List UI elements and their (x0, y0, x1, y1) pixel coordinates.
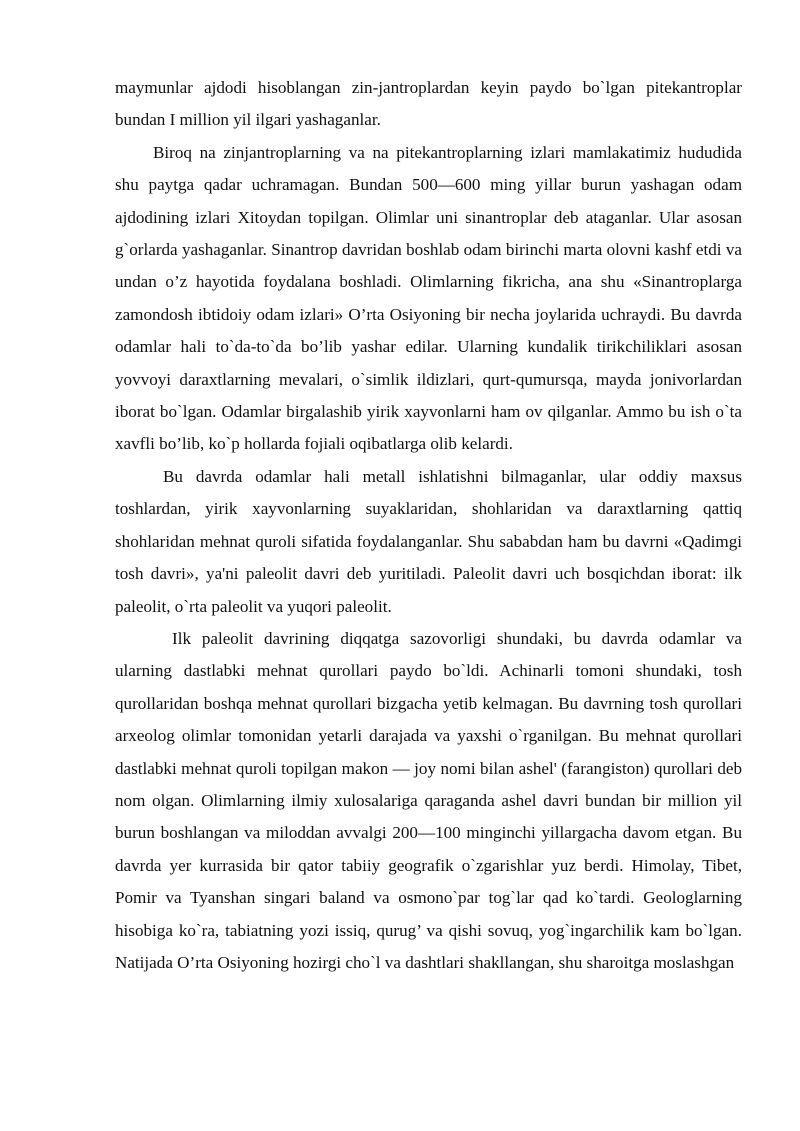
paragraph-4: Ilk paleolit davrining diqqatga sazovorligi shundaki, bu davrda odamlar va ularning dastlabki mehnat qurollari paydo bo`ldi. Achinarli tomoni shundaki, tosh qurollaridan boshqa mehnat qurollari bizgacha yetib kelmagan. Bu davrning tosh qurollari arxeolog olimlar tomonidan yetarli darajada va yaxshi o`rganilgan. Bu mehnat qurollari dastlabki mehnat quroli topilgan makon — joy nomi bilan ashel' (farangiston) qurollari deb nom olgan. Olimlarning ilmiy xulosalariga qaraganda ashel davri bundan bir million yil burun boshlangan va miloddan avvalgi 200—100 minginchi yillargacha davom etgan. Bu davrda yer kurrasida bir qator tabiiy geografik o`zgarishlar yuz berdi. Himolay, Tibet, Pomir va Tyanshan singari baland va osmono`par tog`lar qad ko`tardi. Geologlarning hisobiga ko`ra, tabiatning yozi issiq, qurug’ va qishi sovuq, yog`ingarchilik kam bo`lgan. Natijada O’rta Osiyoning hozirgi cho`l va dashtlari shakllangan, shu sharoitga moslashgan (115, 628, 742, 972)
paragraph-3: Bu davrda odamlar hali metall ishlatishni bilmaganlar, ular oddiy maxsus toshlardan, yirik xayvonlarning suyaklaridan, shohlaridan va daraxtlarning qattiq shohlaridan mehnat quroli sifatida foydalanganlar. Shu sababdan ham bu davrni «Qadimgi tosh davri», ya'ni paleolit davri deb yuritiladi. Paleolit davri uch bosqichdan iborat: ilk paleolit, o`rta paleolit va yuqori paleolit. (115, 466, 742, 616)
document-page (115, 72, 742, 979)
paragraph-2: Biroq na zinjantroplarning va na pitekantroplarning izlari mamlakatimiz hududida shu paytga qadar uchramagan. Bundan 500—600 ming yillar burun yashagan odam ajdodining izlari Xitoydan topilgan. Olimlar uni sinantroplar deb ataganlar. Ular asosan g`orlarda yashaganlar. Sinantrop davridan boshlab odam birinchi marta olovni kashf etdi va undan o’z hayotida foydalana boshladi. Olimlarning fikricha, ana shu «Sinantroplarga zamondosh ibtidoiy odam izlari» O’rta Osiyoning bir necha joylarida uchraydi. Bu davrda odamlar hali to`da-to`da bo’lib yashar edilar. Ularning kundalik tirikchiliklari asosan yovvoyi daraxtlarning mevalari, o`simlik ildizlari, qurt-qumursqa, mayda jonivorlardan iborat bo`lgan. Odamlar birgalashib yirik xayvonlarni ham ov qilganlar. Ammo bu ish o`ta xavfli bo’lib, ko`p hollarda fojiali oqibatlarga olib kelardi. (115, 142, 742, 454)
paragraph-1: maymunlar ajdodi hisoblangan zin-jantroplardan keyin paydo bo`lgan pitekantroplar bundan I million yil ilgari yashaganlar. (115, 78, 742, 130)
